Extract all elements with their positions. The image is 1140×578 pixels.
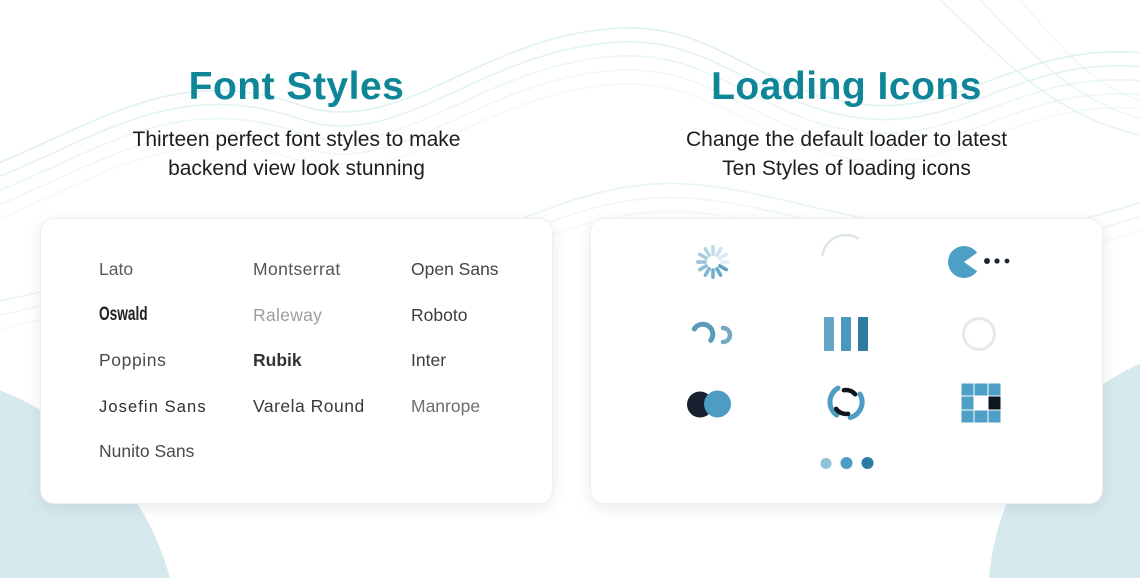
font-styles-subtitle-line1: Thirteen perfect font styles to make — [132, 128, 461, 151]
dot-3 — [862, 457, 874, 469]
dot-2 — [841, 457, 853, 469]
loading-icons-section — [590, 0, 1103, 504]
font-name-montserrat: Montserrat — [253, 259, 341, 280]
double-crescent-icon — [687, 318, 735, 352]
font-name-rubik: Rubik — [253, 350, 302, 371]
font-name-raleway: Raleway — [253, 304, 323, 325]
font-name-oswald: Oswald — [99, 304, 148, 326]
dual-ball-icon — [687, 391, 731, 418]
arc-spinner-icon — [818, 229, 874, 285]
font-name-nunito-sans: Nunito Sans — [99, 441, 195, 462]
rays-spinner-icon — [696, 245, 730, 279]
pacman-icon — [947, 244, 1013, 280]
font-styles-subtitle-line2: backend view look stunning — [168, 156, 425, 180]
font-name-varela-round: Varela Round — [253, 395, 365, 416]
font-name-poppins: Poppins — [99, 350, 167, 371]
font-name-manrope: Manrope — [411, 395, 481, 416]
loading-icons-card — [590, 218, 1103, 504]
bar-3 — [858, 317, 868, 351]
font-styles-card — [40, 218, 553, 504]
font-name-josefin-sans: Josefin Sans — [99, 397, 207, 416]
bar-2 — [841, 317, 851, 351]
dot-1 — [821, 458, 832, 469]
font-name-roboto: Roboto — [411, 304, 468, 325]
font-styles-subtitle — [40, 126, 553, 183]
segmented-ring-icon — [823, 379, 869, 425]
font-name-open-sans: Open Sans — [411, 259, 499, 280]
loading-icons-title: Loading Icons — [711, 65, 982, 108]
ring-icon — [962, 317, 996, 351]
blue-ball — [704, 391, 731, 418]
loading-icons-subtitle-line1: Change the default loader to latest — [685, 128, 1008, 151]
three-dots-icon — [821, 457, 874, 469]
bar-1 — [824, 317, 834, 351]
square-grid-icon — [962, 384, 1001, 423]
font-name-lato: Lato — [99, 259, 134, 280]
vertical-bars-icon — [824, 317, 868, 351]
font-styles-title: Font Styles — [188, 65, 405, 108]
loading-icons-subtitle-line2: Ten Styles of loading icons — [722, 156, 971, 180]
font-styles-section — [40, 0, 553, 504]
font-name-inter: Inter — [411, 350, 447, 371]
font-list — [41, 219, 552, 503]
loading-icons-subtitle — [590, 126, 1103, 183]
